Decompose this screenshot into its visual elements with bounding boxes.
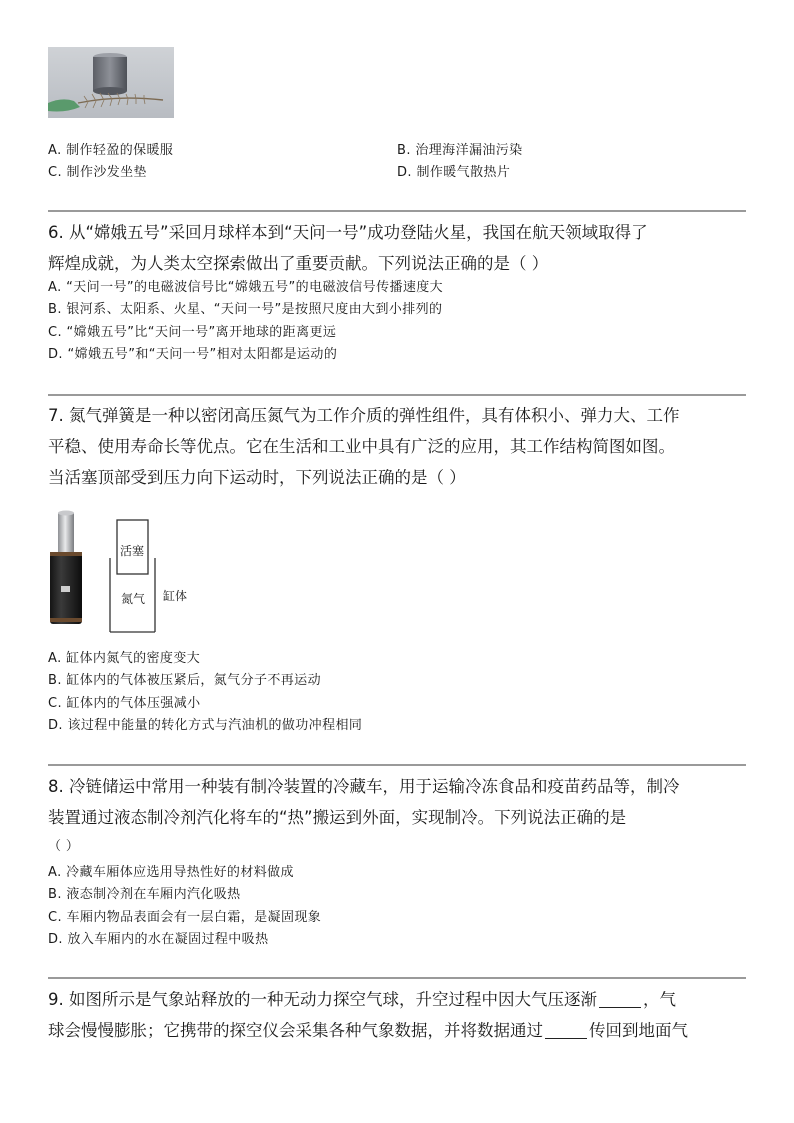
q6-option-b: B. 银河系、太阳系、火星、“天问一号”是按照尺度由大到小排列的 xyxy=(48,302,443,317)
q7-option-a: A. 缸体内氮气的密度变大 xyxy=(48,651,201,666)
q6-stem-line-1: 6. 从“嫦娥五号”采回月球样本到“天问一号”成功登陆火星，我国在航天领域取得了 xyxy=(48,223,648,242)
q9-line1-text: 9. 如图所示是气象站释放的一种无动力探空气球，升空过程中因大气压逐渐 xyxy=(48,990,597,1009)
q7-stem-line-2: 平稳、使用寿命长等优点。它在生活和工业中具有广泛的应用，其工作结构简图如图。 xyxy=(48,437,675,456)
separator xyxy=(48,764,746,766)
q6-stem-line-2: 辉煌成就，为人类太空探索做出了重要贡献。下列说法正确的是（ ） xyxy=(48,254,549,273)
q8-option-b: B. 液态制冷剂在车厢内汽化吸热 xyxy=(48,887,241,902)
q8-stem-line-1: 8. 冷链储运中常用一种装有制冷装置的冷藏车，用于运输冷冻食品和疫苗药品等，制冷 xyxy=(48,777,680,796)
q7-option-c: C. 缸体内的气体压强减小 xyxy=(48,696,201,711)
q5-option-c: C. 制作沙发坐垫 xyxy=(48,165,147,180)
q6-option-a: A. “天问一号”的电磁波信号比“嫦娥五号”的电磁波信号传播速度大 xyxy=(48,280,444,295)
q9-blank-1[interactable] xyxy=(599,991,641,1008)
cylinder-label: 缸体 xyxy=(163,589,188,603)
q8-option-d: D. 放入车厢内的水在凝固过程中吸热 xyxy=(48,932,269,947)
piston-label: 活塞 xyxy=(120,544,145,558)
q5-option-b: B. 治理海洋漏油污染 xyxy=(397,143,523,158)
q8-option-a: A. 冷藏车厢体应选用导热性好的材料做成 xyxy=(48,865,294,880)
q9-stem-line-2 xyxy=(48,1020,688,1042)
separator xyxy=(48,977,746,979)
q9-line2-text: 球会慢慢膨胀；它携带的探空仪会采集各种气象数据，并将数据通过 xyxy=(48,1021,543,1040)
q7-stem-line-1: 7. 氮气弹簧是一种以密闭高压氮气为工作介质的弹性组件，具有体积小、弹力大、工作 xyxy=(48,406,680,425)
q6-option-d: D. “嫦娥五号”和“天问一号”相对太阳都是运动的 xyxy=(48,347,338,362)
nitrogen-label: 氮气 xyxy=(121,592,146,606)
aerogel-photo xyxy=(48,47,174,118)
q7-stem-line-3: 当活塞顶部受到压力向下运动时，下列说法正确的是（ ） xyxy=(48,468,466,487)
q8-stem-line-2: 装置通过液态制冷剂汽化将车的“热”搬运到外面，实现制冷。下列说法正确的是 xyxy=(48,808,627,827)
q7-option-b: B. 缸体内的气体被压紧后，氮气分子不再运动 xyxy=(48,673,321,688)
separator xyxy=(48,210,746,212)
q5-option-d: D. 制作暖气散热片 xyxy=(397,165,511,180)
q8-option-c: C. 车厢内物品表面会有一层白霜，是凝固现象 xyxy=(48,910,322,925)
q9-stem-line-1 xyxy=(48,989,676,1011)
q8-answer-paren: （ ） xyxy=(48,839,80,854)
q9-line2-tail: 传回到地面气 xyxy=(589,1021,688,1040)
q7-option-d: D. 该过程中能量的转化方式与汽油机的做功冲程相同 xyxy=(48,718,363,733)
q9-blank-2[interactable] xyxy=(545,1022,587,1039)
q5-option-a: A. 制作轻盈的保暖服 xyxy=(48,143,174,158)
q6-option-c: C. “嫦娥五号”比“天问一号”离开地球的距离更远 xyxy=(48,325,337,340)
q9-line1-tail: ，气 xyxy=(643,990,676,1009)
separator xyxy=(48,394,746,396)
nitrogen-spring-photo xyxy=(44,508,90,626)
piston-cylinder-diagram xyxy=(104,514,204,634)
